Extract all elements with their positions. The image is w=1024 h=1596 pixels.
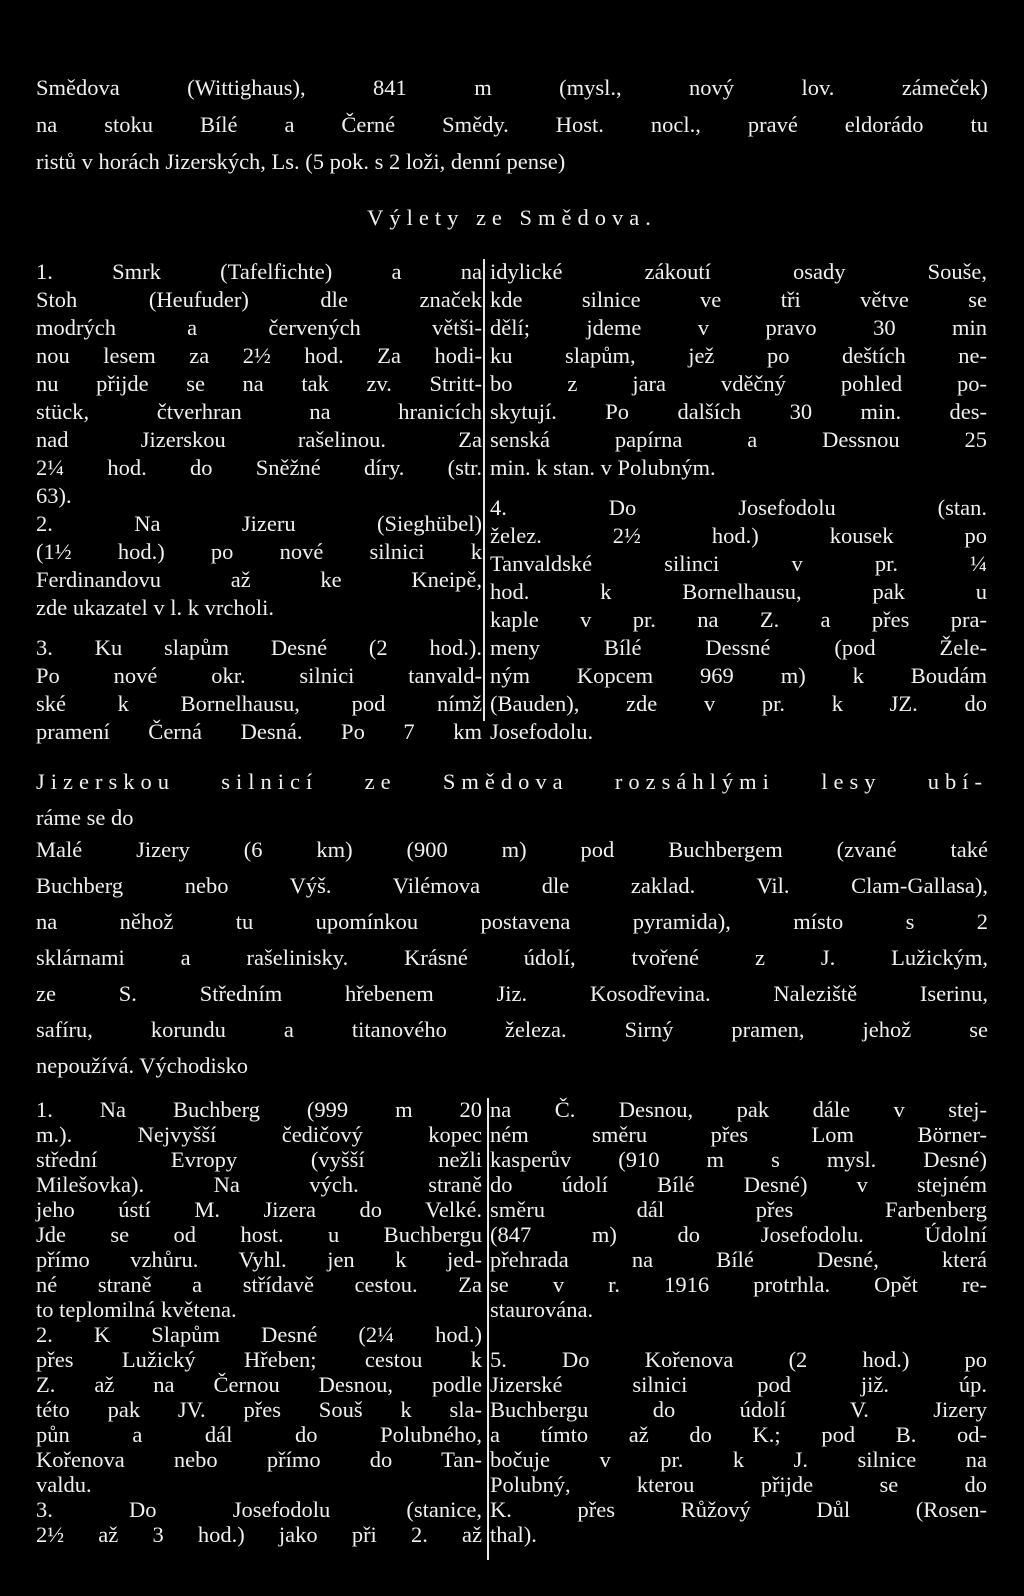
text-line: ze S. Středním hřebenem Jiz. Kosodřevina. Naleziště Iserinu, [36,981,988,1006]
right-column-line: staurována. [490,1297,594,1322]
right-column-line: hod. k Bornelhausu, pak u [490,579,987,604]
text-line: na stoku Bílé a Černé Smědy. Host. nocl., pravé eldorádo tu [36,112,988,137]
right-column-line: Tanvaldské silinci v pr. ¼ [490,551,987,576]
left-column-line: přes Lužický Hřeben; cestou k [36,1347,482,1372]
right-column-line: ném směru přes Lom Börner- [490,1122,987,1147]
left-column-line: 2½ až 3 hod.) jako při 2. až [36,1522,482,1547]
right-column-line: ku slapům, jež po deštích ne- [490,343,987,368]
left-column-line: stück, čtverhran na hranicích [36,399,482,424]
text-line: ráme se do [36,805,134,830]
left-column-line: 1. Smrk (Tafelfichte) a na [36,259,482,284]
right-column-line: dělí; jdeme v pravo 30 min [490,315,987,340]
left-column-line: jeho ústí M. Jizera do Velké. [36,1197,482,1222]
text-line: Malé Jizery (6 km) (900 m) pod Buchbergem (zvané také [36,837,988,862]
column-rule [483,259,485,721]
right-column-line: 5. Do Kořenova (2 hod.) po [490,1347,987,1372]
left-column-line: nad Jizerskou rašelinou. Za [36,427,482,452]
left-column-line: 63). [36,483,72,508]
left-column-line: ské k Bornelhausu, pod nímž [36,691,482,716]
right-column-line: (Bauden), zde v pr. k JZ. do [490,691,987,716]
right-column-line: kaple v pr. na Z. a přes pra- [490,607,987,632]
left-column-line: 2¼ hod. do Sněžné díry. (str. [36,455,482,480]
right-column-line: na Č. Desnou, pak dále v stej- [490,1097,987,1122]
right-column-line: směru dál přes Farbenberg [490,1197,987,1222]
left-column-line: střední Evropy (vyšší nežli [36,1147,482,1172]
left-column-line: nou lesem za 2½ hod. Za hodi- [36,343,482,368]
right-column-line: přehrada na Bílé Desné, která [490,1247,987,1272]
text-line: nepoužívá. Východisko [36,1053,249,1078]
left-column-line: Kořenova nebo přímo do Tan- [36,1447,482,1472]
text-line: safíru, korundu a titanového železa. Sirný pramen, jehož se [36,1017,988,1042]
right-column-line: K. přes Růžový Důl (Rosen- [490,1497,987,1522]
right-column-line: kde silnice ve tři větve se [490,287,987,312]
section-heading: Výlety ze Smědova. [367,205,657,230]
left-column-line: Jde se od host. u Buchbergu [36,1222,482,1247]
right-column-line: min. k stan. v Polubným. [490,455,716,480]
right-column-line: thal). [490,1522,537,1547]
text-line: Jizerskou silnicí ze Smědova rozsáhlými lesy ubí- [36,769,988,794]
text-line: Smědova (Wittighaus), 841 m (mysl., nový lov. zámeček) [36,75,988,100]
column-rule [487,1098,489,1560]
right-column-line: skytují. Po dalších 30 min. des- [490,399,987,424]
right-column-line: senská papírna a Dessnou 25 [490,427,987,452]
left-column-line: 2. K Slapům Desné (2¼ hod.) [36,1322,482,1347]
right-column-line: do údolí Bílé Desné) v stejném [490,1172,987,1197]
left-column-line: m.). Nejvyšší čedičový kopec [36,1122,482,1147]
left-column-line: Z. až na Černou Desnou, podle [36,1372,482,1397]
right-column-line: (847 m) do Josefodolu. Údolní [490,1222,987,1247]
left-column-line: Milešovka). Na vých. straně [36,1172,482,1197]
left-column-line: půn a dál do Polubného, [36,1422,482,1447]
right-column-line: Buchbergu do údolí V. Jizery [490,1397,987,1422]
right-column-line: kasperův (910 m s mysl. Desné) [490,1147,987,1172]
right-column-line: 4. Do Josefodolu (stan. [490,495,987,520]
left-column-line: 3. Ku slapům Desné (2 hod.). [36,635,482,660]
text-line: na něhož tu upomínkou postavena pyramida), místo s 2 [36,909,988,934]
left-column-line: pramení Černá Desná. Po 7 km [36,719,482,744]
left-column-line: Po nové okr. silnici tanvald- [36,663,482,688]
left-column-line: né straně a střídavě cestou. Za [36,1272,482,1297]
left-column-line: to teplomilná květena. [36,1297,237,1322]
left-column-line: Ferdinandovu až ke Kneipě, [36,567,482,592]
text-line: Buchberg nebo Výš. Vilémova dle zaklad. Vil. Clam-Gallasa), [36,873,988,898]
right-column-line: bo z jara vděčný pohled po- [490,371,987,396]
left-column-line: zde ukazatel v l. k vrcholi. [36,595,275,620]
right-column-line: Jizerské silnici pod již. úp. [490,1372,987,1397]
left-column-line: Stoh (Heufuder) dle značek [36,287,482,312]
text-line: sklárnami a rašelinisky. Krásné údolí, tvořené z J. Lužickým, [36,945,988,970]
left-column-line: 2. Na Jizeru (Sieghübel) [36,511,482,536]
left-column-line: této pak JV. přes Souš k sla- [36,1397,482,1422]
left-column-line: modrých a červených větši- [36,315,482,340]
right-column-line: Polubný, kterou přijde se do [490,1472,987,1497]
right-column-line: a tímto až do K.; pod B. od- [490,1422,987,1447]
right-column-line: bočuje v pr. k J. silnice na [490,1447,987,1472]
right-column-line: se v r. 1916 protrhla. Opět re- [490,1272,987,1297]
left-column-line: (1½ hod.) po nové silnici k [36,539,482,564]
right-column-line: idylické zákoutí osady Souše, [490,259,987,284]
left-column-line: nu přijde se na tak zv. Stritt- [36,371,482,396]
left-column-line: 3. Do Josefodolu (stanice, [36,1497,482,1522]
right-column-line: Josefodolu. [490,719,594,744]
left-column-line: přímo vzhůru. Vyhl. jen k jed- [36,1247,482,1272]
left-column-line: 1. Na Buchberg (999 m 20 [36,1097,482,1122]
left-column-line: valdu. [36,1472,92,1497]
text-line: ristů v horách Jizerských, Ls. (5 pok. s 2 loži, denní pense) [36,149,566,174]
right-column-line: ným Kopcem 969 m) k Boudám [490,663,987,688]
right-column-line: meny Bílé Dessné (pod Žele- [490,635,987,660]
right-column-line: želez. 2½ hod.) kousek po [490,523,987,548]
